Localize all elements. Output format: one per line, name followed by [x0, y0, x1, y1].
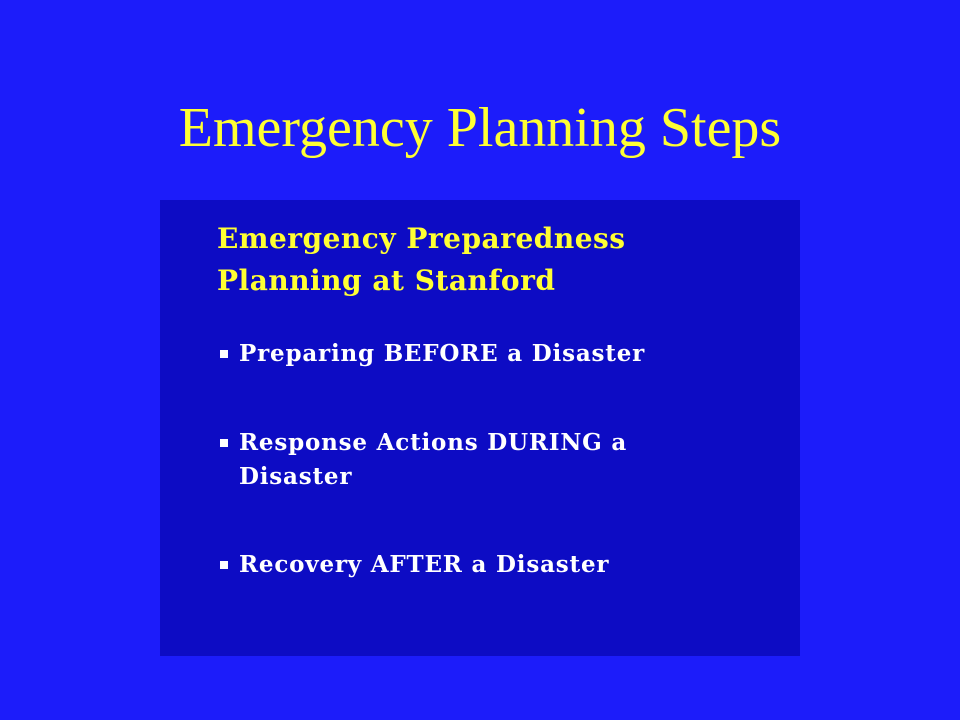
bullet-text — [239, 337, 645, 371]
bullet-text-line: Response Actions DURING a — [239, 429, 628, 456]
bullet-text-line: Preparing BEFORE a Disaster — [239, 340, 646, 367]
bullet-text — [239, 548, 609, 582]
square-bullet-icon — [220, 350, 228, 358]
square-bullet-icon — [220, 561, 228, 569]
panel-heading-line-1: Emergency Preparedness — [217, 222, 626, 255]
bullet-item-before — [220, 337, 645, 371]
bullet-item-during — [220, 426, 627, 494]
bullet-text-line: Recovery AFTER a Disaster — [239, 551, 610, 578]
bullet-text — [239, 426, 627, 494]
panel-heading — [217, 218, 626, 302]
panel-heading-line-2: Planning at Stanford — [217, 264, 556, 297]
slide-title: Emergency Planning Steps — [178, 97, 782, 159]
content-panel — [160, 200, 800, 656]
square-bullet-icon — [220, 439, 228, 447]
bullet-item-after — [220, 548, 609, 582]
bullet-text-line: Disaster — [239, 463, 353, 490]
